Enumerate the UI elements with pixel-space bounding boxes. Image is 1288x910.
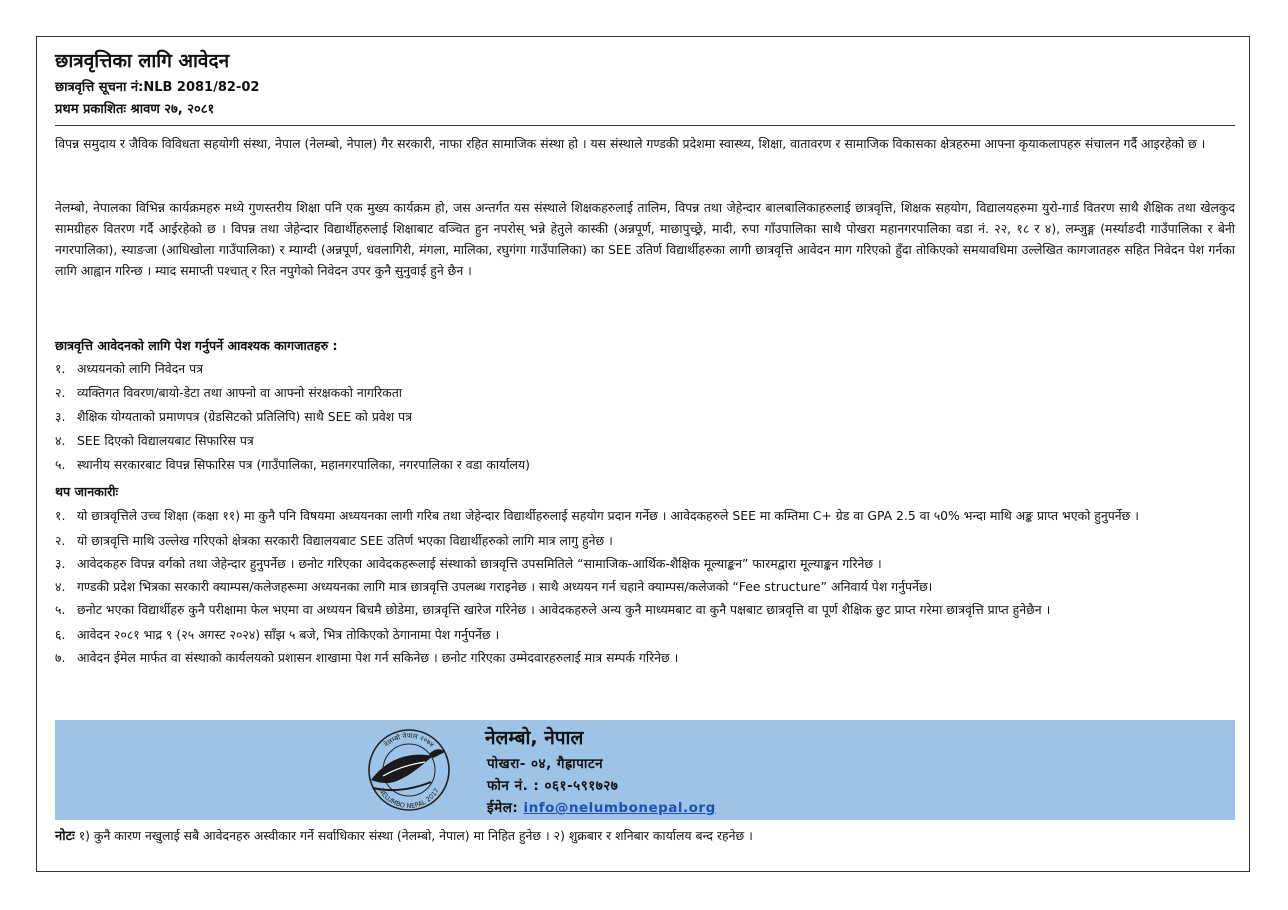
note-text: १) कुनै कारण नखुलाई सबै आवेदनहरु अस्वीकार गर्ने सर्वाधिकार संस्था (नेलम्बो, नेपाल) मा निहित हुनेछ । २) शुक्रबार र शनिबार कार्यालय बन्द रहनेछ ।: [78, 828, 753, 843]
list-item: ४. SEE दिएको विद्यालयबाट सिफारिस पत्र: [55, 433, 254, 448]
list-item: ५. स्थानीय सरकारबाट विपन्न सिफारिस पत्र (गाउँपालिका, महानगरपालिका, नगरपालिका र वडा कार्यालय): [55, 457, 530, 472]
list-item: २. व्यक्तिगत विवरण/बायो-डेटा तथा आफ्नो वा आफ्नो संरक्षकको नागरिकता: [55, 385, 402, 400]
info-heading: थप जानकारीः: [55, 484, 119, 499]
email-link[interactable]: info@nelumbonepal.org: [523, 800, 716, 816]
list-item: ७. आवेदन ईमेल मार्फत वा संस्थाको कार्यलयको प्रशासन शाखामा पेश गर्न सकिनेछ । छनोट गरिएका उम्मेदवारहरुलाई मात्र सम्पर्क गरिनेछ ।: [55, 650, 679, 665]
program-paragraph: नेलम्बो, नेपालका विभिन्न कार्यक्रमहरु मध्ये गुणस्तरीय शिक्षा पनि एक मुख्य कार्यक्रम हो, जस अन्तर्गत यस संस्थाले शिक्षकहरुलाई तालिम, विपन्न तथा जेहेन्दार बालबालिकाहरुलाई छात्रवृत्ति, शिक्षक सहयोग, विद्यालयहरुमा युरो-गार्ड वितरण साथै शैक्षिक तथा खेलकुद सामग्रीहरु वितरण गर्दै आईरहेको छ । विपन्न तथा जेहेन्दार विद्यार्थीहरुलाई शिक्षाबाट वञ्चित हुन नपरोस् भन्ने हेतुले कास्की (अन्नपूर्ण, माछापुच्छ्रे, मादी, रुपा गाँउपालिका साथै पोखरा महानगरपालिका वडा नं. २२, १८ र ४), लम्जुङ्ग (मर्स्याङदी गाउँपालिका र बेनी नगरपालिका), स्याङजा (आधिखोला गाउँपालिका) र म्याग्दी (अन्नपूर्ण, धवलागिरी, मंगला, मालिका, रघुगंगा गाउँपालिका) का SEE उतिर्ण विद्यार्थीहरुका लागी छात्रवृत्ति आवेदन माग गरिएको हुँदा तोकिएको समयावधिमा उल्लेखित कागजातहरु सहित निवेदन पेश गर्नका लागि आह्वान गरिन्छ । म्याद समाप्ती पश्चात् र रित नपुगेको निवेदन उपर कुनै सुनुवाई हुने छैन ।: [55, 200, 1235, 278]
footer-note: [55, 826, 1235, 844]
contact-band: [55, 720, 1235, 820]
documents-heading: छात्रवृत्ति आवेदनको लागि पेश गर्नुपर्ने आवश्यक कागजातहरु :: [55, 338, 338, 353]
notice-number: छात्रवृत्ति सूचना नं:NLB 2081/82-02: [55, 80, 260, 95]
list-item: ४. गण्डकी प्रदेश भित्रका सरकारी क्याम्पस/कलेजहरूमा अध्ययनका लागि मात्र छात्रवृत्ति उपलब्ध गराइनेछ । साथै अध्ययन गर्न चहाने क्याम्पस/कलेजको “Fee structure” अनिवार्य पेश गर्नुपर्नेछ।: [55, 579, 933, 594]
org-address: पोखरा- ०४, गैह्रापाटन: [487, 756, 604, 772]
org-email-line: [487, 798, 716, 816]
list-item: १. अध्ययनको लागि निवेदन पत्र: [55, 361, 203, 376]
page-title: छात्रवृत्तिका लागि आवेदन: [55, 50, 230, 72]
publish-date: प्रथम प्रकाशितः श्रावण २७, २०८१: [55, 102, 215, 117]
notice-frame: [36, 36, 1250, 872]
org-name: नेलम्बो, नेपाल: [485, 727, 584, 749]
list-item: ३. शैक्षिक योग्यताको प्रमाणपत्र (ग्रेडसिटको प्रतिलिपि) साथै SEE को प्रवेश पत्र: [55, 409, 413, 424]
svg-text:NELUMBO NEPAL 2017: NELUMBO NEPAL 2017: [377, 786, 441, 810]
email-label: ईमेल:: [487, 800, 519, 816]
list-item: १. यो छात्रवृत्तिले उच्च शिक्षा (कक्षा ११) मा कुनै पनि विषयमा अध्ययनका लागी गरिब तथा जेहेन्दार विद्यार्थीहरुलाई सहयोग प्रदान गर्नेछ । आवेदकहरुले SEE मा कम्तिमा C+ ग्रेड वा GPA 2.5 वा ५0% भन्दा माथि अङ्क प्राप्त भएको हुनुपर्नेछ ।: [55, 508, 1139, 523]
list-item: ३. आवेदकहरु विपन्न वर्गको तथा जेहेन्दार हुनुपर्नेछ । छनोट गरिएका आवेदकहरूलाई संस्थाको छात्रवृत्ति उपसमितिले “सामाजिक-आर्थिक-शैक्षिक मूल्याङ्कन” फारमद्वारा मूल्याङ्कन गरिनेछ ।: [55, 556, 882, 571]
nelumbo-logo-icon: [361, 726, 457, 814]
list-item: २. यो छात्रवृत्ति माथि उल्लेख गरिएको क्षेत्रका सरकारी विद्यालयबाट SEE उतिर्ण भएका विद्यार्थीहरुको लागि मात्र लागु हुनेछ ।: [55, 533, 613, 548]
documents-list: [55, 357, 1235, 477]
list-item: ६. आवेदन २०८१ भाद्र ९ (२५ अगस्ट २०२४) साँझ ५ बजे, भित्र तोकिएको ठेगानामा पेश गर्नुपर्नेछ ।: [55, 627, 500, 642]
svg-text:नेलम्बो नेपाल २०७४: नेलम्बो नेपाल २०७४: [382, 731, 436, 749]
list-item: ५. छनोट भएका विद्यार्थीहरु कुनै परीक्षामा फेल भएमा वा अध्ययन बिचमै छोडेमा, छात्रवृत्ति खारेज गरिनेछ । आवेदकहरुले अन्य कुनै माध्यमबाट वा कुनै पक्षबाट छात्रवृत्ति वा पूर्ण शैक्षिक छुट प्राप्त गरेमा छात्रवृत्ति प्राप्त हुनेछैन ।: [55, 602, 1051, 617]
intro-paragraph: विपन्न समुदाय र जैविक विविधता सहयोगी संस्था, नेपाल (नेलम्बो, नेपाल) गैर सरकारी, नाफा रहित सामाजिक संस्था हो । यस संस्थाले गण्डकी प्रदेशमा स्वास्थ्य, शिक्षा, वातावरण र सामाजिक विकासका क्षेत्रहरुमा आफ्ना कृयाकलापहरु संचालन गर्दै आइरहेको छ ।: [55, 136, 1206, 151]
header-divider: [55, 125, 1235, 126]
info-list: [55, 504, 1235, 669]
org-phone: फोन नं. : ०६१-५९१७२७: [487, 778, 619, 794]
note-label: नोटः: [55, 829, 75, 844]
